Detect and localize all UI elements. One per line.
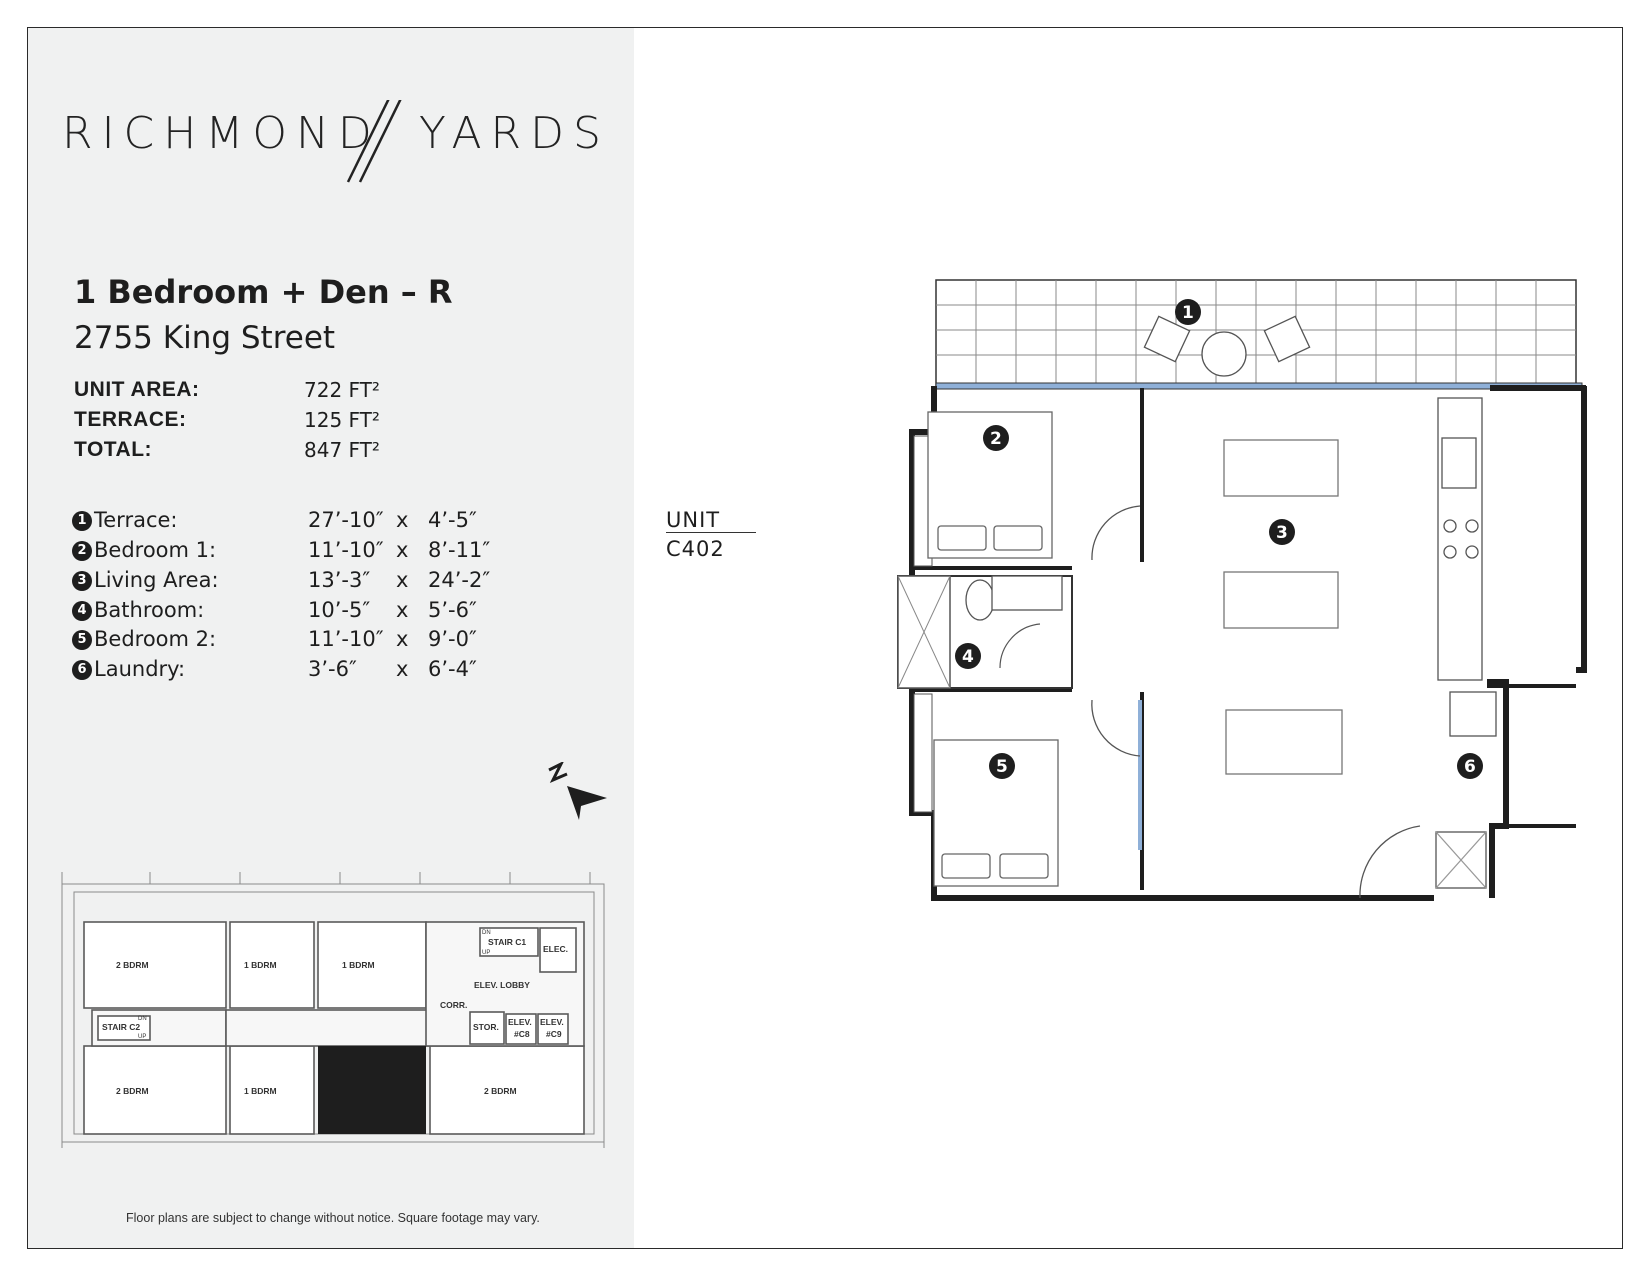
richmond-yards-logo: [62, 100, 622, 210]
unit-type-title: 1 Bedroom + Den – R: [74, 273, 453, 311]
keyplan-label: 2 BDRM: [116, 960, 149, 970]
room-depth: 8’-11″: [428, 538, 491, 562]
cooktop-icon: [1444, 520, 1456, 532]
room-width: 27’-10″: [308, 508, 384, 532]
dining-table-icon: [1226, 710, 1342, 774]
keyplan-label: STOR.: [473, 1022, 499, 1032]
door-swing-icon: [1092, 700, 1140, 756]
keyplan-label: ELEV.: [540, 1017, 564, 1027]
room-number-badge: 1: [72, 511, 92, 531]
closet-bedroom2: [914, 694, 932, 812]
area-value: 847 FT²: [304, 438, 380, 462]
toilet-icon: [966, 580, 994, 620]
svg-text:3: 3: [1276, 523, 1288, 543]
keyplan-label: 1 BDRM: [244, 960, 277, 970]
entry-door-icon: [1360, 826, 1420, 898]
area-value: 125 FT²: [304, 408, 380, 432]
room-depth: 9’-0″: [428, 627, 477, 651]
room-width: 13’-3″: [308, 568, 371, 592]
keyplan-label: 2 BDRM: [116, 1086, 149, 1096]
keyplan-label: UP: [138, 1034, 147, 1040]
area-value: 722 FT²: [304, 378, 380, 402]
svg-text:4: 4: [962, 647, 974, 667]
keyplan-label: DN: [138, 1016, 147, 1022]
disclaimer-text: Floor plans are subject to change without notice. Square footage may vary.: [126, 1211, 540, 1225]
room-width: 3’-6″: [308, 657, 357, 681]
keyplan-label: #C8: [514, 1029, 530, 1039]
kitchen-counter: [1438, 398, 1482, 680]
room-number-badge: 2: [72, 541, 92, 561]
terrace: [936, 280, 1582, 389]
washer-icon: [1450, 692, 1496, 736]
room-name: Living Area:: [94, 568, 219, 592]
keyplan-label: STAIR C2: [102, 1022, 141, 1032]
keyplan-bdrm2-bottom-left: [84, 1046, 226, 1134]
keyplan-label: CORR.: [440, 1000, 468, 1010]
room-times: x: [396, 508, 409, 532]
room-depth: 5’-6″: [428, 598, 477, 622]
keyplan-label: 2 BDRM: [484, 1086, 517, 1096]
north-arrow-icon: [545, 762, 615, 822]
room-badge-5: [989, 753, 1015, 779]
area-label: TOTAL:: [74, 438, 153, 461]
svg-text:6: 6: [1464, 757, 1476, 777]
keyplan-corridor: [226, 1010, 430, 1046]
logo-text-richmond: RICHMOND: [62, 108, 381, 159]
svg-text:5: 5: [996, 757, 1008, 777]
room-number-badge: 6: [72, 660, 92, 680]
keyplan-label: ELEC.: [543, 944, 569, 954]
room-depth: 4’-5″: [428, 508, 477, 532]
unit-code: C402: [666, 537, 725, 561]
bathroom: [898, 576, 1072, 688]
room-name: Bedroom 1:: [94, 538, 217, 562]
room-times: x: [396, 568, 409, 592]
logo-text-yards: YARDS: [419, 108, 610, 159]
keyplan-label: #C9: [546, 1029, 562, 1039]
laundry-closet: [1436, 692, 1496, 888]
sink-icon: [992, 576, 1062, 610]
keyplan-label: DN: [482, 930, 491, 936]
room-number-badge: 5: [72, 630, 92, 650]
unit-label: UNIT: [666, 508, 756, 533]
svg-text:2: 2: [990, 429, 1002, 449]
room-times: x: [396, 627, 409, 651]
room-badge-1: [1175, 299, 1201, 325]
keyplan-label: ELEV.: [508, 1017, 532, 1027]
room-name: Bedroom 2:: [94, 627, 217, 651]
kitchen-sink-icon: [1442, 438, 1476, 488]
keyplan-label: UP: [482, 950, 491, 956]
room-times: x: [396, 538, 409, 562]
key-plan: [50, 870, 620, 1150]
room-width: 11’-10″: [308, 627, 384, 651]
keyplan-bdrm2-top: [84, 922, 226, 1008]
room-width: 11’-10″: [308, 538, 384, 562]
room-number-badge: 3: [72, 571, 92, 591]
room-badge-3: [1269, 519, 1295, 545]
room-number-badge: 4: [72, 601, 92, 621]
sofa-icon: [1224, 572, 1338, 628]
keyplan-label: ELEV. LOBBY: [474, 980, 530, 990]
room-badge-6: [1457, 753, 1483, 779]
logo-slash-icon: [62, 100, 622, 210]
door-swing-icon: [1092, 506, 1140, 560]
room-width: 10’-5″: [308, 598, 371, 622]
keyplan-current-unit-highlight: [318, 1046, 426, 1134]
window-strip: [1138, 700, 1142, 850]
room-name: Bathroom:: [94, 598, 205, 622]
room-badge-2: [983, 425, 1009, 451]
room-name: Laundry:: [94, 657, 186, 681]
keyplan-label: 1 BDRM: [342, 960, 375, 970]
room-depth: 24’-2″: [428, 568, 491, 592]
room-badge-4: [955, 643, 981, 669]
svg-text:1: 1: [1182, 303, 1194, 323]
floor-plan: [860, 270, 1610, 960]
living-furniture: [1224, 440, 1342, 774]
room-times: x: [396, 657, 409, 681]
area-label: UNIT AREA:: [74, 378, 200, 401]
room-name: Terrace:: [94, 508, 178, 532]
room-depth: 6’-4″: [428, 657, 477, 681]
keyplan-label: STAIR C1: [488, 937, 527, 947]
keyplan-label: 1 BDRM: [244, 1086, 277, 1096]
unit-address: 2755 King Street: [74, 320, 336, 356]
room-times: x: [396, 598, 409, 622]
area-label: TERRACE:: [74, 408, 187, 431]
sofa-icon: [1224, 440, 1338, 496]
